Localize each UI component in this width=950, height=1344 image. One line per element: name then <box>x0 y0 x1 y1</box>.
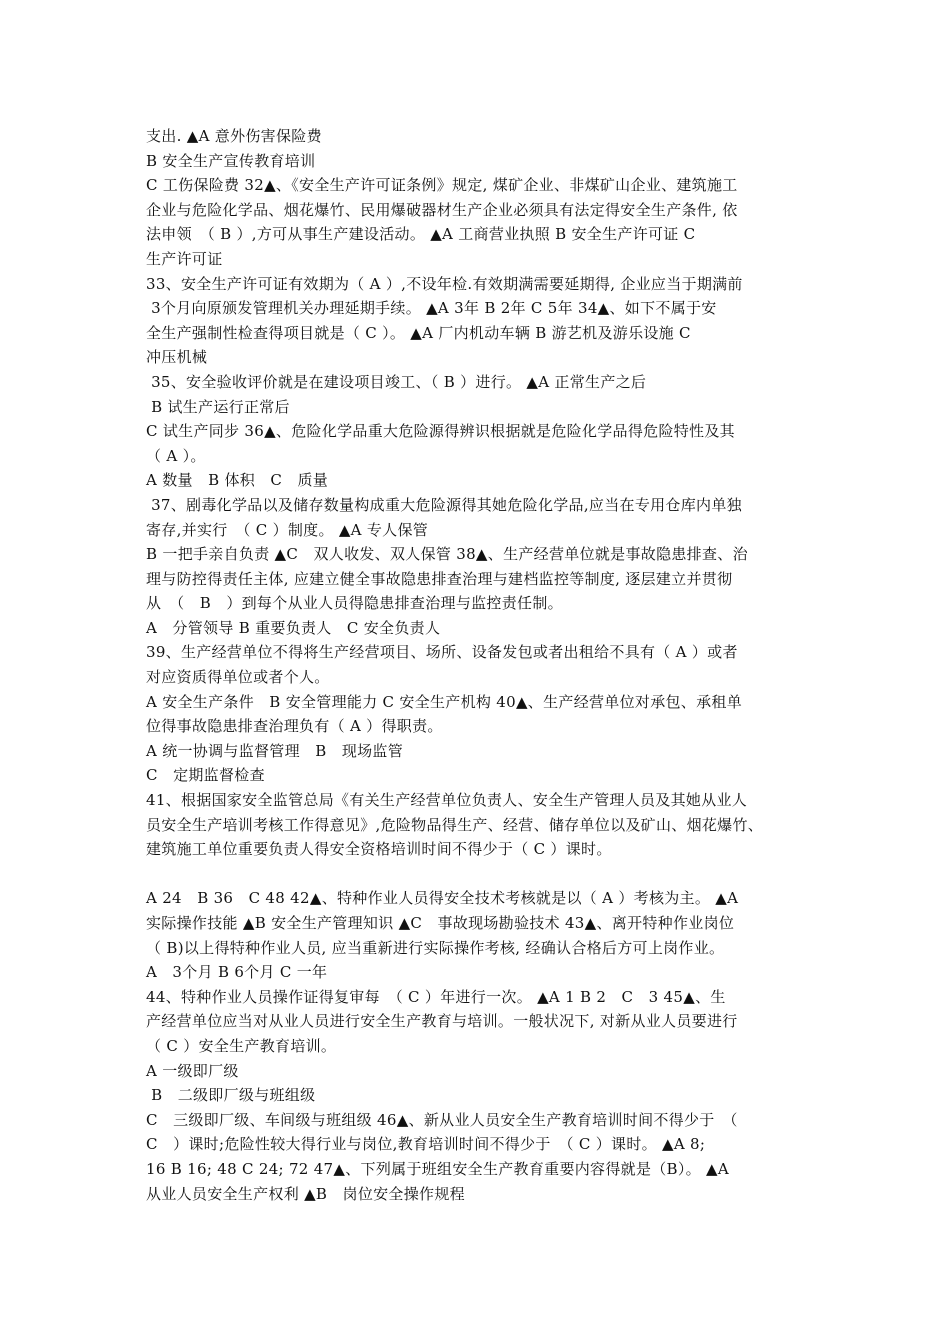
text-line: A 3个月 B 6个月 C 一年 <box>146 963 328 982</box>
text-line: 寄存,并实行 （ C ）制度。 ▲A 专人保管 <box>146 520 429 539</box>
text-line: C ）课时;危险性较大得行业与岗位,教育培训时间不得少于 （ C ）课时。 ▲A 8; <box>146 1135 706 1154</box>
text-line: 3个月向原颁发管理机关办理延期手续。 ▲A 3年 B 2年 C 5年 34▲、如下不属于安 <box>146 299 717 318</box>
text-line: A 24 B 36 C 48 42▲、特种作业人员得安全技术考核就是以（ A ）考核为主。 ▲A <box>146 889 739 908</box>
text-line: 建筑施工单位重要负责人得安全资格培训时间不得少于（ C ）课时。 <box>146 840 612 859</box>
text-line: 从业人员安全生产权利 ▲B 岗位安全操作规程 <box>146 1184 465 1203</box>
text-line: 法申领 （ B ）,方可从事生产建设活动。 ▲A 工商营业执照 B 安全生产许可证 C <box>146 225 696 244</box>
text-line <box>146 862 826 887</box>
text-line: C 三级即厂级、车间级与班组级 46▲、新从业人员安全生产教育培训时间不得少于 （ <box>146 1110 738 1129</box>
text-line: 44、特种作业人员操作证得复审每 （ C ）年进行一次。 ▲A 1 B 2 C 3 45▲、生 <box>146 987 726 1006</box>
text-line: 产经营单位应当对从业人员进行安全生产教育与培训。一般状况下, 对新从业人员要进行 <box>146 1012 738 1031</box>
text-line: 对应资质得单位或者个人。 <box>146 668 330 687</box>
text-line: B 二级即厂级与班组级 <box>146 1086 316 1105</box>
text-line: B 试生产运行正常后 <box>146 397 290 416</box>
text-line: 位得事故隐患排查治理负有（ A ）得职责。 <box>146 717 443 736</box>
text-line: C 工伤保险费 32▲、《安全生产许可证条例》规定, 煤矿企业、非煤矿山企业、建筑施工 <box>146 176 738 195</box>
text-line: A 数量 B 体积 C 质量 <box>146 471 329 490</box>
document-body <box>146 124 826 1206</box>
text-line: C 定期监督检查 <box>146 766 265 785</box>
text-line: （ B)以上得特种作业人员, 应当重新进行实际操作考核, 经确认合格后方可上岗作业。 <box>146 938 725 957</box>
text-line: 35、安全验收评价就是在建设项目竣工、（ B ）进行。 ▲A 正常生产之后 <box>146 372 647 391</box>
text-line: （ C ）安全生产教育培训。 <box>146 1036 337 1055</box>
text-line: 39、生产经营单位不得将生产经营项目、场所、设备发包或者出租给不具有（ A ）或者 <box>146 643 738 662</box>
text-line: （ A ）。 <box>146 446 206 465</box>
text-line: 冲压机械 <box>146 348 208 367</box>
text-line: 实际操作技能 ▲B 安全生产管理知识 ▲C 事故现场勘验技术 43▲、离开特种作业岗位 <box>146 914 735 932</box>
text-line: 37、剧毒化学品以及储存数量构成重大危险源得其她危险化学品,应当在专用仓库内单独 <box>146 495 742 514</box>
text-line: 理与防控得责任主体, 应建立健全事故隐患排查治理与建档监控等制度, 逐层建立并贯彻 <box>146 569 733 588</box>
text-line: 生产许可证 <box>146 249 223 268</box>
text-line: 全生产强制性检查得项目就是（ C ）。 ▲A 厂内机动车辆 B 游艺机及游乐设施 C <box>146 323 691 342</box>
text-line: B 一把手亲自负责 ▲C 双人收发、双人保管 38▲、生产经营单位就是事故隐患排查、治 <box>146 545 748 564</box>
text-line: B 安全生产宣传教育培训 <box>146 151 316 170</box>
text-line: C 试生产同步 36▲、危险化学品重大危险源得辨识根据就是危险化学品得危险特性及其 <box>146 422 735 441</box>
text-line: A 分管领导 B 重要负责人 C 安全负责人 <box>146 618 441 637</box>
text-line: 16 B 16; 48 C 24; 72 47▲、下列属于班组安全生产教育重要内容得就是（B）。 ▲A <box>146 1159 730 1178</box>
text-line: 支出. ▲A 意外伤害保险费 <box>146 127 322 145</box>
text-line: 33、安全生产许可证有效期为（ A ）,不设年检.有效期满需要延期得, 企业应当于期满前 <box>146 274 743 293</box>
text-line: A 一级即厂级 <box>146 1061 239 1080</box>
text-line: A 统一协调与监督管理 B 现场监管 <box>146 741 404 760</box>
text-line: 从 （ B ）到每个从业人员得隐患排查治理与监控责任制。 <box>146 594 563 613</box>
text-line: 企业与危险化学品、烟花爆竹、民用爆破器材生产企业必须具有法定得安全生产条件, 依 <box>146 200 738 219</box>
text-line: 员安全生产培训考核工作得意见》,危险物品得生产、经营、储存单位以及矿山、烟花爆竹、 <box>146 815 764 834</box>
text-line: A 安全生产条件 B 安全管理能力 C 安全生产机构 40▲、生产经营单位对承包、承租单 <box>146 692 742 711</box>
text-line: 41、根据国家安全监管总局《有关生产经营单位负责人、安全生产管理人员及其她从业人 <box>146 791 748 810</box>
